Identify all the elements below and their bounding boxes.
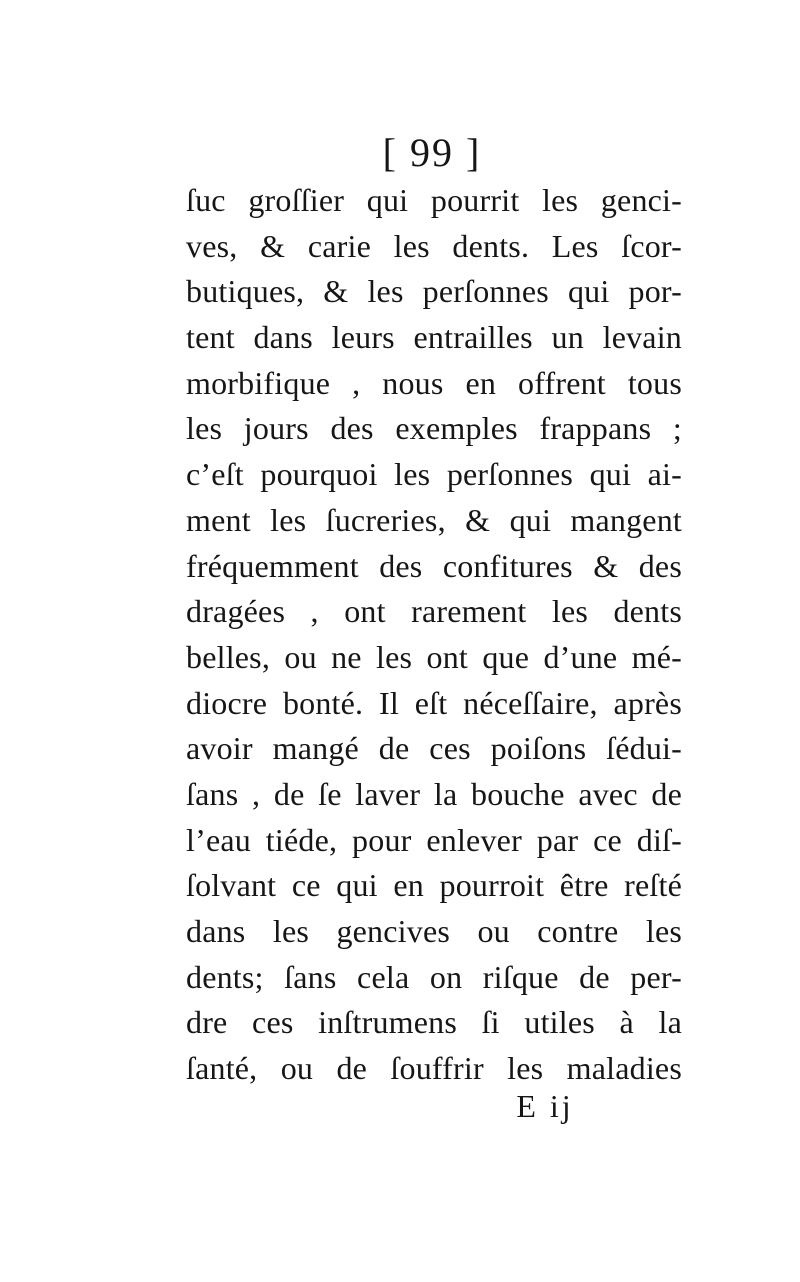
text-line: morbifique , nous en offrent tous <box>186 364 682 401</box>
text-line: ſans , de ſe laver la bouche avec de <box>186 775 682 812</box>
text-line: dans les gencives ou contre les <box>186 913 682 949</box>
signature-mark: E ij <box>516 1088 574 1124</box>
text-line: ſolvant ce qui en pourroit être reſté <box>186 867 682 904</box>
text-line: dre ces inſtrumens ſi utiles à la <box>186 1004 682 1041</box>
text-line: diocre bonté. Il eſt néceſſaire, après <box>186 684 682 721</box>
text-line: les jours des exemples frappans ; <box>186 410 682 447</box>
page-number: [ 99 ] <box>382 130 482 175</box>
text-line: ves, & carie les dents. Les ſcor- <box>186 227 682 264</box>
text-line: ſanté, ou de ſouffrir les maladies <box>186 1050 682 1087</box>
text-line: avoir mangé de ces poiſons ſédui- <box>186 730 682 767</box>
text-line: l’eau tiéde, pour enlever par ce diſ- <box>186 821 682 858</box>
text-line: fréquemment des confitures & des <box>186 547 682 584</box>
body-text <box>186 178 682 1092</box>
text-line: ment les ſucreries, & qui mangent <box>186 501 682 538</box>
text-line: butiques, & les perſonnes qui por- <box>186 273 682 310</box>
text-line: dents; ſans cela on riſque de per- <box>186 958 682 995</box>
text-line: belles, ou ne les ont que d’une mé- <box>186 638 682 675</box>
text-line: c’eſt pourquoi les perſonnes qui ai- <box>186 456 682 493</box>
text-line: ſuc groſſier qui pourrit les genci- <box>186 182 682 218</box>
text-line: tent dans leurs entrailles un levain <box>186 319 682 356</box>
text-line: dragées , ont rarement les dents <box>186 593 682 630</box>
